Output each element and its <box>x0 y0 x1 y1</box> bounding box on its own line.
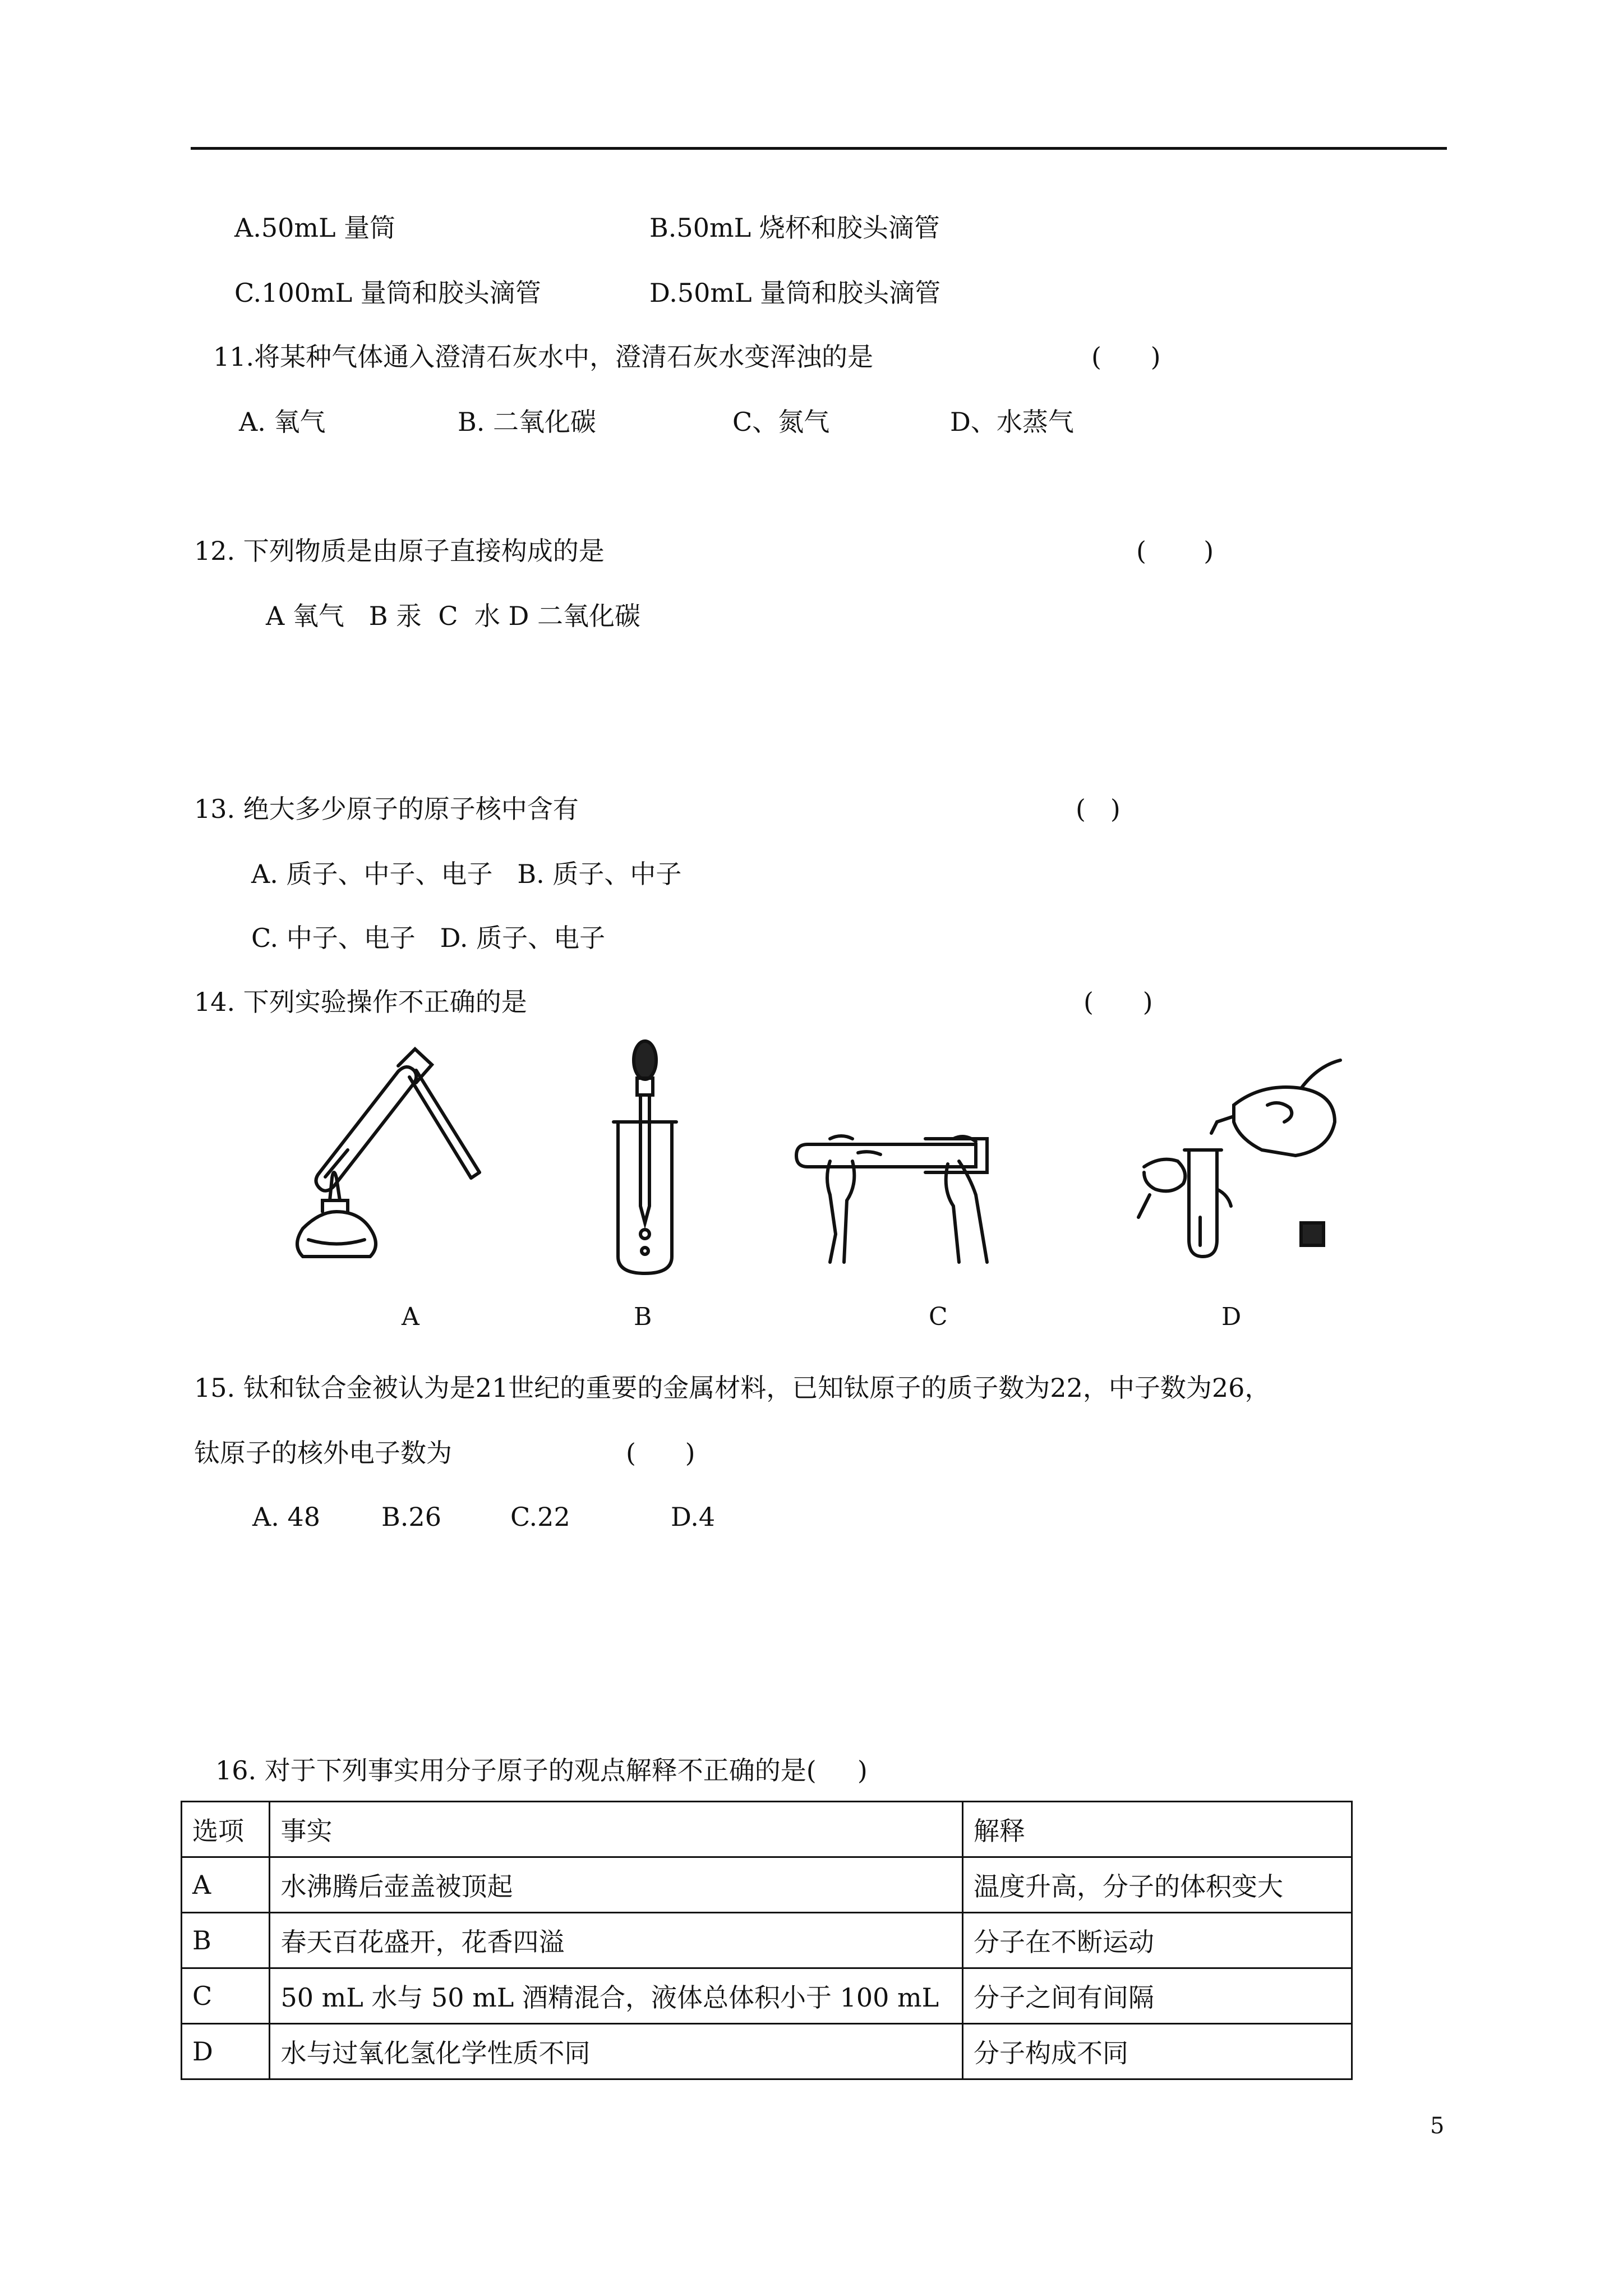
table-row <box>182 1968 1352 2024</box>
page-number: 5 <box>1430 2113 1445 2139</box>
q15-option-a: A. 48 <box>252 1502 320 1532</box>
q12-options: A 氧气 B 汞 C 水 D 二氧化碳 <box>266 601 640 631</box>
figure-c-label: C <box>929 1303 948 1331</box>
figure-d-pouring-liquid <box>1133 1055 1357 1279</box>
figure-a-label: A <box>402 1303 419 1331</box>
q13-stem: 13. 绝大多少原子的原子核中含有 <box>194 794 579 824</box>
table-cell-explanation: 分子构成不同 <box>963 2024 1352 2079</box>
table-cell-fact: 水与过氧化氢化学性质不同 <box>270 2024 963 2079</box>
q15-option-d: D.4 <box>671 1502 716 1532</box>
q13-options-line2: C. 中子、电子 D. 质子、电子 <box>251 923 606 953</box>
table-cell-explanation: 分子之间有间隔 <box>963 1968 1352 2024</box>
table-cell-option: C <box>182 1968 270 2024</box>
q10-option-a: A.50mL 量筒 <box>234 213 396 243</box>
figure-c-hands-holding-tube <box>791 1122 1015 1268</box>
q11-answer-paren: ( ) <box>1091 342 1161 372</box>
q13-answer-paren: ( ) <box>1076 794 1121 824</box>
q13-options-line1: A. 质子、中子、电子 B. 质子、中子 <box>251 859 682 889</box>
table-row <box>182 2024 1352 2079</box>
table-cell-option: A <box>182 1857 270 1913</box>
q15-option-b: B.26 <box>381 1502 441 1532</box>
q10-option-b: B.50mL 烧杯和胶头滴管 <box>649 213 940 243</box>
table-header-fact: 事实 <box>270 1802 963 1857</box>
q12-stem: 12. 下列物质是由原子直接构成的是 <box>194 536 605 566</box>
table-header-row <box>182 1802 1352 1857</box>
q11-option-a: A. 氧气 <box>239 407 326 437</box>
table-row <box>182 1913 1352 1968</box>
q11-option-c: C、氮气 <box>732 407 830 437</box>
q15-option-c: C.22 <box>510 1502 570 1532</box>
q11-option-d: D、水蒸气 <box>950 407 1074 437</box>
table-header-explanation: 解释 <box>963 1802 1352 1857</box>
q14-answer-paren: ( ) <box>1083 987 1153 1017</box>
q16-table <box>181 1801 1353 2080</box>
table-cell-option: D <box>182 2024 270 2079</box>
q15-stem-line2: 钛原子的核外电子数为 <box>194 1438 452 1468</box>
table-cell-explanation: 温度升高，分子的体积变大 <box>963 1857 1352 1913</box>
table-header-option: 选项 <box>182 1802 270 1857</box>
q11-option-b: B. 二氧化碳 <box>458 407 597 437</box>
q11-stem: 11.将某种气体通入澄清石灰水中，澄清石灰水变浑浊的是 <box>213 342 874 372</box>
table-cell-fact: 50 mL 水与 50 mL 酒精混合，液体总体积小于 100 mL <box>270 1968 963 2024</box>
figure-b-label: B <box>634 1303 652 1331</box>
q10-option-c: C.100mL 量筒和胶头滴管 <box>234 278 541 308</box>
figure-a-heating-test-tube <box>269 1032 494 1279</box>
q15-stem-line1: 15. 钛和钛合金被认为是21世纪的重要的金属材料，已知钛原子的质子数为22，中子数为26， <box>194 1373 1271 1403</box>
table-cell-option: B <box>182 1913 270 1968</box>
table-cell-explanation: 分子在不断运动 <box>963 1913 1352 1968</box>
header-rule <box>191 147 1447 150</box>
q10-option-d: D.50mL 量筒和胶头滴管 <box>649 278 941 308</box>
figure-b-dropper-in-tube <box>589 1038 701 1279</box>
table-row <box>182 1857 1352 1913</box>
q14-stem: 14. 下列实验操作不正确的是 <box>194 987 527 1017</box>
figure-d-label: D <box>1221 1303 1242 1331</box>
q16-stem: 16. 对于下列事实用分子原子的观点解释不正确的是( ) <box>215 1755 868 1786</box>
q12-answer-paren: ( ) <box>1136 536 1214 566</box>
table-cell-fact: 春天百花盛开，花香四溢 <box>270 1913 963 1968</box>
q15-answer-paren: ( ) <box>626 1438 695 1468</box>
table-cell-fact: 水沸腾后壶盖被顶起 <box>270 1857 963 1913</box>
